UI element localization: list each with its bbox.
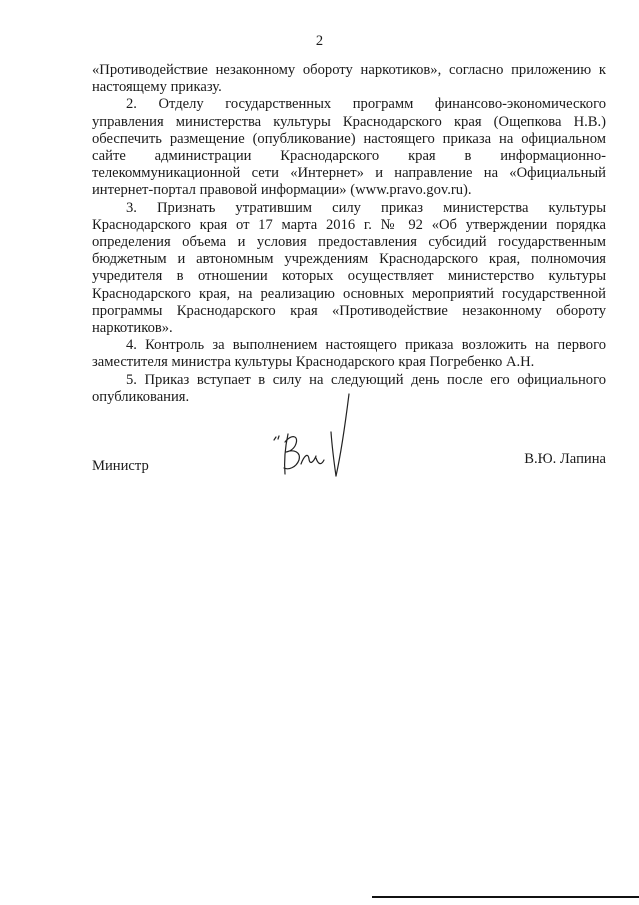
paragraph-item-2: 2. Отделу государственных программ финансово-экономического управления министерства культуры Краснодарского края (Ощепкова Н.В.) обеспечить размещение (опубликование) настоящего приказа на официальном сайте администрации Краснодарского края в информационно-телекоммуникационной сети «Интернет» и направление на «Официальный интернет-портал правовой информации» (www.pravo.gov.ru). (92, 96, 606, 199)
signatory-name: В.Ю. Лапина (524, 451, 606, 467)
paragraph-item-4: 4. Контроль за выполнением настоящего приказа возложить на первого заместителя министра культуры Краснодарского края Погребенко А.Н. (92, 337, 606, 371)
document-body (92, 62, 606, 406)
paragraph-continuation: «Противодействие незаконному обороту наркотиков», согласно приложению к настоящему приказу. (92, 62, 606, 96)
paragraph-item-5: 5. Приказ вступает в силу на следующий день после его официального опубликования. (92, 371, 606, 405)
signatory-title: Министр (92, 458, 149, 474)
paragraph-item-3: 3. Признать утратившим силу приказ министерства культуры Краснодарского края от 17 марта 2016 г. № 92 «Об утверждении порядка определения объема и условия предоставления субсидий государственным бюджетным и автономным учреждениям Краснодарского края, полномочия учредителя в отношении которых осуществляет министерство культуры Краснодарского края, на реализацию основных мероприятий государственной программы Краснодарского края «Противодействие незаконному обороту наркотиков». (92, 199, 606, 337)
handwritten-signature (258, 386, 358, 486)
bottom-divider-line (372, 896, 639, 898)
page-number: 2 (315, 33, 324, 49)
